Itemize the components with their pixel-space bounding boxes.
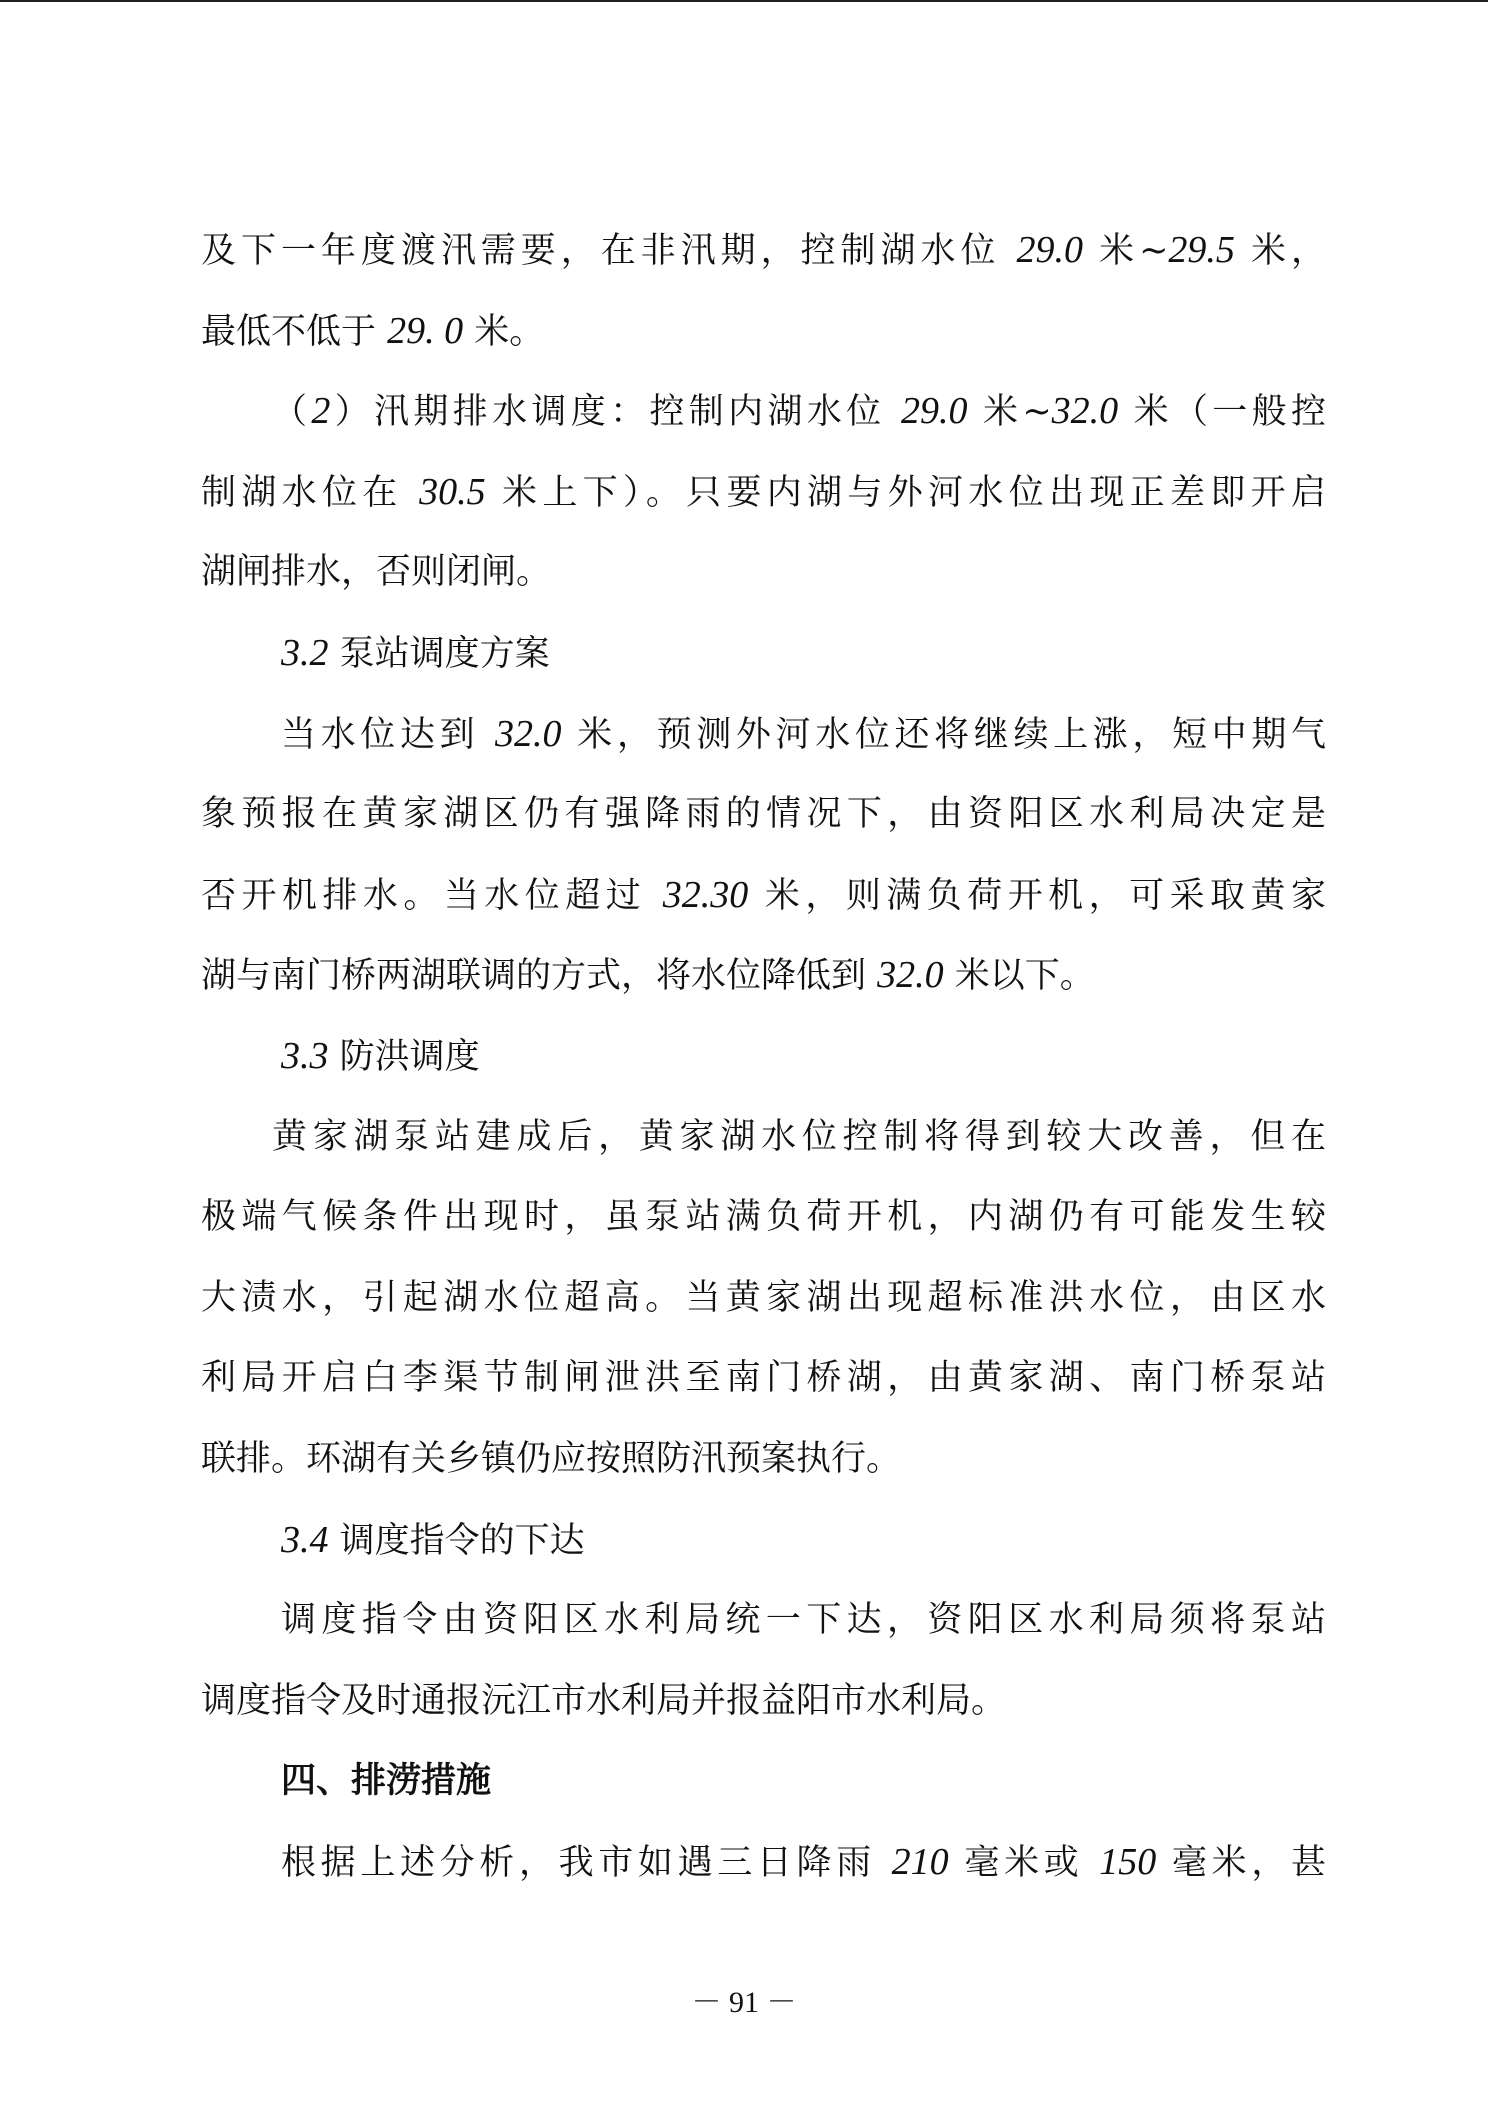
text-line [201, 468, 1326, 516]
text-span: 及下一年度渡汛需要，在非汛期，控制湖水位 [201, 231, 1017, 271]
text-span: 湖闸排水，否则闭闸。 [201, 552, 552, 593]
text-line [281, 1596, 1326, 1644]
text-span: 米（一般控 [1118, 392, 1326, 433]
text-span: 湖与南门桥两湖联调的方式，将水位降低到 [201, 956, 878, 997]
number-text: 32.0 [877, 954, 944, 997]
text-span: 米~ [1083, 231, 1169, 271]
text-span: 米，预测外河水位还将继续上涨，短中期气 [561, 714, 1326, 755]
number-text: 29.0 [1016, 229, 1084, 271]
text-span: （ [272, 392, 312, 433]
number-text: 30.5 [419, 470, 486, 513]
number-text: 32.30 [662, 873, 749, 916]
text-line [201, 548, 1326, 596]
text-span: 米， [1234, 231, 1326, 271]
text-line [201, 1435, 1326, 1483]
text-line [281, 1838, 1326, 1886]
number-text: 3.3 [281, 1035, 329, 1077]
text-span: 泵站调度方案 [328, 634, 550, 674]
text-line [201, 1677, 1326, 1725]
number-text: 29.0 [901, 390, 968, 433]
page-number: － 91 － [691, 1986, 797, 2019]
text-line [201, 790, 1326, 838]
number-text: 29. 0 [387, 309, 464, 352]
number-text: 2 [311, 390, 331, 433]
text-span: 调度指令由资阳区水利局统一下达，资阳区水利局须将泵站 [281, 1600, 1326, 1641]
text-line [281, 629, 1326, 677]
text-span: 否开机排水。当水位超过 [201, 875, 663, 916]
text-span: ）汛期排水调度：控制内湖水位 [330, 392, 901, 433]
text-line [201, 1193, 1326, 1241]
number-text: 210 [891, 1841, 949, 1883]
text-span: 毫米或 [948, 1843, 1100, 1883]
number-text: 3.2 [281, 632, 329, 674]
text-line [281, 1757, 1326, 1805]
text-line [201, 951, 1326, 999]
text-span: 米。 [463, 311, 545, 352]
text-line [281, 1032, 1326, 1080]
number-text: 32.0 [495, 712, 562, 755]
text-span: 利局开启白李渠节制闸泄洪至南门桥湖，由黄家湖、南门桥泵站 [201, 1358, 1326, 1399]
text-line [201, 1274, 1326, 1322]
text-line [201, 307, 1326, 355]
text-span: 调度指令及时通报沅江市水利局并报益阳市水利局。 [201, 1680, 1007, 1721]
text-span: 毫米，甚 [1156, 1843, 1326, 1883]
text-line [272, 387, 1326, 435]
number-text: 150 [1099, 1841, 1157, 1883]
text-line [201, 226, 1326, 274]
number-text: 29.5 [1168, 229, 1235, 271]
text-span: 联排。环湖有关乡镇仍应按照防汛预案执行。 [201, 1439, 902, 1479]
text-span: 最低不低于 [201, 311, 388, 352]
text-line [201, 1354, 1326, 1402]
text-span: 米上下）。只要内湖与外河水位出现正差即开启 [485, 472, 1326, 513]
text-span: 米~ [967, 392, 1052, 433]
text-span: 米以下。 [943, 956, 1095, 997]
number-text: 3.4 [281, 1518, 329, 1561]
text-span: 当水位达到 [281, 714, 496, 755]
text-span: 四、排涝措施 [281, 1761, 492, 1802]
text-line [281, 710, 1326, 758]
text-line [201, 871, 1326, 919]
text-span: 米，则满负荷开机，可采取黄家 [748, 875, 1326, 916]
text-line [272, 1113, 1326, 1161]
text-span: 极端气候条件出现时，虽泵站满负荷开机，内湖仍有可能发生较 [201, 1197, 1326, 1238]
text-span: 黄家湖泵站建成后，黄家湖水位控制将得到较大改善，但在 [272, 1116, 1326, 1157]
text-line [281, 1516, 1326, 1564]
text-span: 象预报在黄家湖区仍有强降雨的情况下，由资阳区水利局决定是 [201, 794, 1326, 835]
text-span: 调度指令的下达 [328, 1520, 585, 1561]
text-span: 制湖水位在 [201, 472, 420, 513]
number-text: 32.0 [1051, 390, 1119, 433]
text-span: 大渍水，引起湖水位超高。当黄家湖出现超标准洪水位，由区水 [201, 1277, 1326, 1318]
text-span: 根据上述分析，我市如遇三日降雨 [281, 1843, 892, 1883]
text-span: 防洪调度 [328, 1037, 480, 1077]
